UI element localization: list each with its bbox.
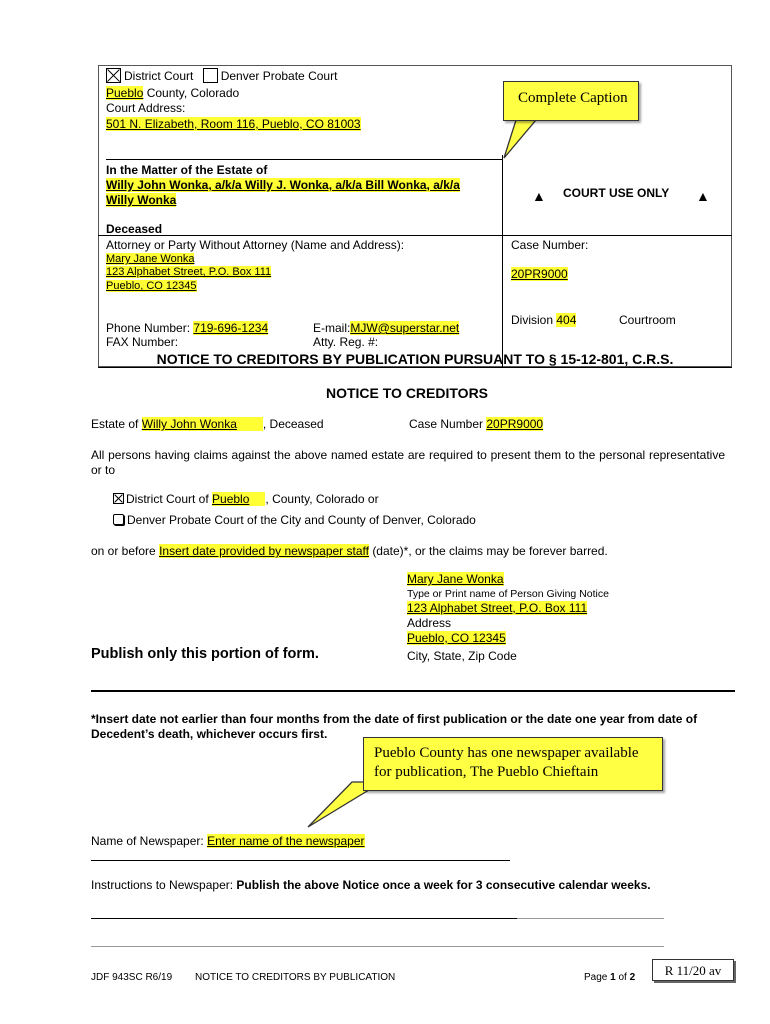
email-value[interactable]: MJW@superstar.net — [350, 321, 460, 335]
option-denver-row: Denver Probate Court of the City and County of Denver, Colorado — [113, 513, 476, 527]
caption-divider-horizontal — [98, 235, 732, 236]
county-line — [106, 86, 239, 100]
court-address-label: Court Address: — [106, 101, 186, 115]
giver-name-label: Type or Print name of Person Giving Notice — [407, 588, 609, 600]
notice-case-label: Case Number — [409, 417, 484, 431]
case-number-value[interactable]: 20PR9000 — [511, 267, 568, 281]
courtroom-label: Courtroom — [619, 313, 676, 327]
instructions-value: Publish the above Notice once a week for 3 consecutive calendar weeks. — [236, 878, 651, 892]
newspaper-name-line — [91, 860, 510, 861]
division-value[interactable]: 404 — [556, 313, 577, 327]
notice-case-row — [409, 417, 543, 431]
instructions-line-1-dark — [91, 918, 517, 919]
option-district-checkbox[interactable] — [113, 493, 124, 504]
instructions-line-2 — [91, 946, 664, 947]
complete-caption-callout: Complete Caption — [503, 81, 639, 121]
matter-underline — [106, 159, 502, 160]
division-label: Division — [511, 313, 554, 327]
attorney-city[interactable]: Pueblo, CO 12345 — [106, 280, 197, 292]
fax-label: FAX Number: — [106, 335, 179, 349]
instructions-label: Instructions to Newspaper: — [91, 878, 234, 892]
claims-paragraph: All persons having claims against the above named estate are required to present them to the personal representative or to — [91, 448, 725, 477]
footnote: *Insert date not earlier than four months from the date of first publication or the date one year from date of Decedent’s death, whichever occurs first. — [91, 712, 698, 741]
deceased-label: Deceased — [106, 222, 163, 236]
footer-form-title: NOTICE TO CREDITORS BY PUBLICATION — [195, 972, 396, 983]
option-county[interactable]: Pueblo — [212, 492, 265, 506]
case-number-label: Case Number: — [511, 238, 589, 252]
phone-row — [106, 321, 268, 335]
publish-only-label: Publish only this portion of form. — [91, 646, 319, 662]
attorney-street[interactable]: 123 Alphabet Street, P.O. Box 111 — [106, 266, 272, 278]
giver-address[interactable]: 123 Alphabet Street, P.O. Box 111 — [407, 601, 588, 615]
notice-heading: NOTICE TO CREDITORS — [325, 385, 489, 401]
matter-label: In the Matter of the Estate of — [106, 163, 268, 177]
giver-name[interactable]: Mary Jane Wonka — [407, 572, 504, 586]
court-address[interactable]: 501 N. Elizabeth, Room 116, Pueblo, CO 81003 — [106, 117, 361, 131]
separator-rule — [91, 690, 735, 692]
deceased-suffix: , Deceased — [262, 417, 324, 431]
newspaper-callout: Pueblo County has one newspaper available for publication, The Pueblo Chieftain — [363, 737, 663, 791]
district-court-label: District Court — [124, 69, 194, 83]
giver-city[interactable]: Pueblo, CO 12345 — [407, 631, 506, 645]
newspaper-name-row — [91, 834, 365, 848]
atty-reg-label: Atty. Reg. #: — [313, 335, 379, 349]
option-denver-checkbox[interactable] — [113, 514, 124, 525]
callout-pointer-caption — [500, 116, 560, 166]
instructions-row — [91, 878, 651, 892]
county-suffix: County, Colorado — [143, 86, 240, 100]
option-district-row: District Court of Pueblo , County, Colorado or — [113, 492, 379, 506]
deadline-row: on or before Insert date provided by newspaper staff (date)*, or the claims may be forever barred. — [91, 544, 608, 558]
division-row — [511, 313, 576, 327]
denver-probate-label: Denver Probate Court — [220, 69, 338, 83]
deadline-value[interactable]: Insert date provided by newspaper staff — [159, 544, 369, 558]
court-selection-row — [106, 68, 337, 83]
attorney-label: Attorney or Party Without Attorney (Name and Address): — [106, 238, 405, 252]
footer-form-id: JDF 943SC R6/19 — [91, 972, 173, 983]
address-label: Address — [407, 616, 452, 630]
estate-row — [91, 417, 324, 431]
caption-divider-vertical — [502, 155, 503, 367]
email-row — [313, 321, 459, 335]
denver-probate-checkbox[interactable] — [203, 68, 218, 83]
city-label: City, State, Zip Code — [407, 649, 517, 663]
form-title: NOTICE TO CREDITORS BY PUBLICATION PURSUANT TO § 15-12-801, C.R.S. — [156, 351, 674, 367]
county-name[interactable]: Pueblo — [106, 86, 144, 100]
footer-page: Page 1 of 2 — [584, 972, 636, 983]
court-use-only: COURT USE ONLY — [563, 186, 670, 200]
title-bottom-line — [98, 367, 732, 368]
estate-name[interactable]: Willy John Wonka — [142, 417, 263, 431]
phone-value[interactable]: 719-696-1234 — [193, 321, 269, 335]
phone-label: Phone Number: — [106, 321, 191, 335]
triangle-left-icon: ▲ — [532, 188, 546, 204]
instructions-line-1-light — [517, 918, 664, 919]
attorney-name[interactable]: Mary Jane Wonka — [106, 253, 195, 265]
newspaper-name-label: Name of Newspaper: — [91, 834, 204, 848]
estate-of-label: Estate of — [91, 417, 139, 431]
newspaper-name-value[interactable]: Enter name of the newspaper — [207, 834, 365, 848]
triangle-right-icon: ▲ — [696, 188, 710, 204]
email-label: E-mail: — [313, 321, 351, 335]
revision-box: R 11/20 av — [652, 959, 734, 981]
notice-case-value[interactable]: 20PR9000 — [486, 417, 544, 431]
decedent-names[interactable]: Willy John Wonka, a/k/a Willy J. Wonka, a/k/a Bill Wonka, a/k/a Willy Wonka — [106, 178, 460, 207]
district-court-checkbox[interactable] — [106, 68, 121, 83]
